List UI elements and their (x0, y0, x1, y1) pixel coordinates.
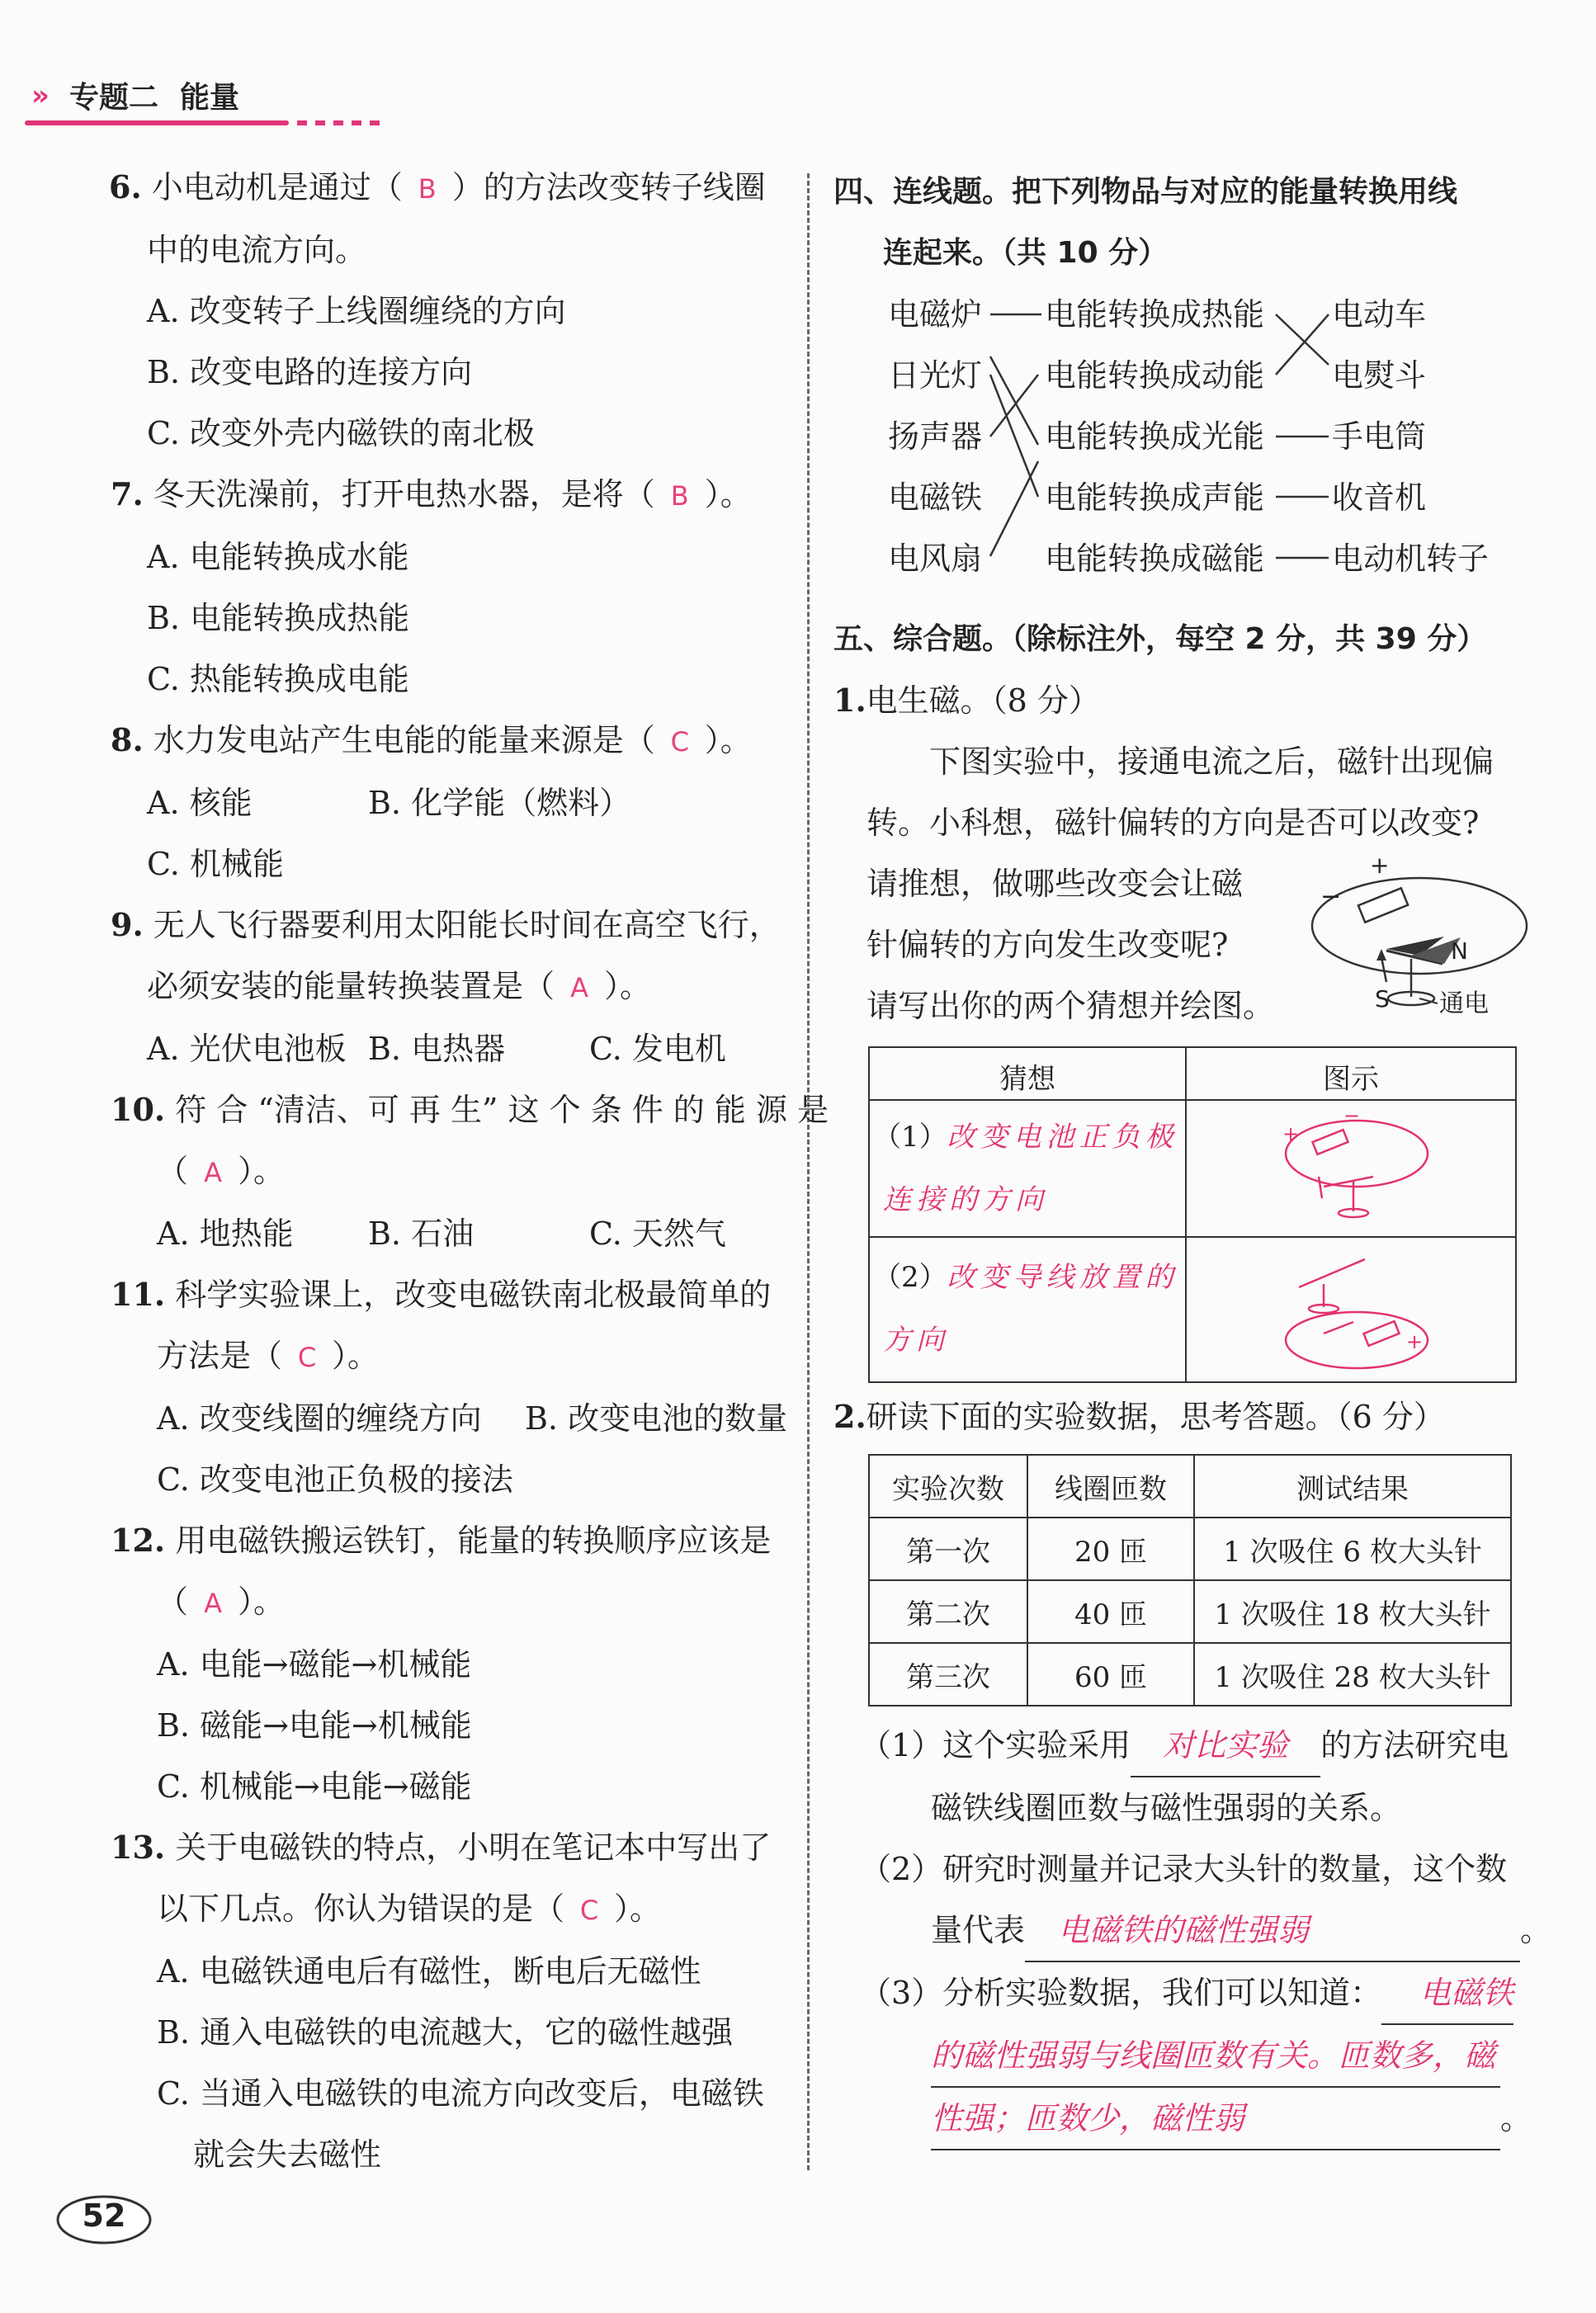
guess1-drawing (1274, 1107, 1439, 1231)
q6-option: C. 改变外壳内磁铁的南北极 (147, 415, 535, 451)
match-line (990, 461, 1038, 556)
q13-option: C. 当通入电磁铁的电流方向改变后，电磁铁 (157, 2075, 764, 2112)
section4-title: 四、连线题。把下列物品与对应的能量转换用线 连起来。（共 10 分） (833, 175, 1458, 270)
q12-answer: A (204, 1588, 222, 1619)
problem2-subquestions: （1）这个实验采用 对比实验 的方法研究电 磁铁线圈匝数与磁性强弱的关系。 （2）研究时测量并记录大头针的数量，这个数 量代表 电磁铁的磁性强弱 。 （3）分析实验数据，我们可以知道： 电磁铁 的磁性强弱与线圈匝数有关。匝数多，磁 性强；匝数少，磁性弱 。 (860, 1715, 1570, 2150)
q9-option: A. 光伏电池板 (147, 1031, 347, 1067)
q8-answer: C (670, 726, 689, 758)
q10-stem: 10. 符 合 “清洁、可 再 生” 这 个 条 件 的 能 源 是 (111, 1091, 829, 1128)
guess2: （2）改变导线放置的 方向 (873, 1261, 1178, 1357)
page-header (25, 66, 363, 132)
svg-text:−: − (1343, 1107, 1361, 1127)
q10-option: C. 天然气 (589, 1216, 726, 1252)
table-row: 第一次 20 匝 1 次吸住 6 枚大头针 (869, 1518, 1511, 1580)
match-item: 扬声器 (888, 418, 983, 455)
table-header: 线圈匝数 (1027, 1455, 1194, 1518)
match-device: 电熨斗 (1332, 357, 1427, 394)
svg-text:N: N (1451, 937, 1468, 965)
svg-text:+: + (1406, 1330, 1424, 1353)
q9-answer: A (570, 972, 588, 1003)
q12-stem: 12. 用电磁铁搬运铁钉，能量的转换顺序应该是 (111, 1522, 772, 1559)
q7-option: B. 电能转换成热能 (147, 600, 410, 636)
q6-option: B. 改变电路的连接方向 (147, 354, 473, 390)
q6-option: A. 改变转子上线圈缠绕的方向 (147, 293, 566, 329)
q11-answer: C (297, 1342, 317, 1373)
figure-header: 图示 (1323, 1063, 1379, 1096)
svg-text:+: + (1282, 1122, 1300, 1145)
sub1: （1）这个实验采用 对比实验 的方法研究电 (860, 1715, 1570, 1777)
q9-option: C. 发电机 (589, 1031, 726, 1067)
match-item: 电风扇 (888, 540, 983, 577)
q13-answer: C (579, 1895, 599, 1926)
match-energy: 电能转换成磁能 (1045, 540, 1265, 577)
problem1: 1.电生磁。（8 分） 下图实验中，接通电流之后，磁针出现偏 转。小科想，磁针偏转的方向是否可以改变? 请推想，做哪些改变会让磁 针偏转的方向发生改变呢? 请写出你的两个猜想并绘图。 (833, 682, 1494, 1024)
match-energy: 电能转换成动能 (1045, 357, 1265, 394)
q8-option: B. 化学能（燃料） (368, 785, 631, 821)
svg-text:+: + (1370, 858, 1390, 879)
sub3-answer: 性强；匝数少，磁性弱 (931, 2088, 1500, 2150)
sub3: （3）分析实验数据，我们可以知道： 电磁铁 (860, 1962, 1570, 2025)
match-item: 日光灯 (888, 357, 983, 394)
q11-option: A. 改变线圈的缠绕方向 (157, 1400, 482, 1437)
section5-title: 五、综合题。（除标注外，每空 2 分，共 39 分） (833, 622, 1487, 656)
match-energy: 电能转换成声能 (1045, 479, 1265, 516)
q7-option: C. 热能转换成电能 (147, 661, 409, 697)
guess1: （1）改变电池正负极 连接的方向 (873, 1121, 1178, 1216)
q13-option: B. 通入电磁铁的电流越大，它的磁性越强 (157, 2014, 734, 2051)
problem2-title: 2.研读下面的实验数据，思考答题。（6 分） (833, 1398, 1445, 1435)
match-device: 电动机转子 (1332, 540, 1490, 577)
chevron-icon: » (31, 79, 45, 112)
table-header: 测试结果 (1194, 1455, 1511, 1518)
q13-option-cont: 就会失去磁性 (193, 2136, 382, 2173)
guess-header: 猜想 (999, 1063, 1055, 1096)
match-device: 手电筒 (1332, 418, 1427, 455)
q11-stem: 11. 科学实验课上，改变电磁铁南北极最简单的 (111, 1276, 772, 1313)
q10-option: A. 地热能 (157, 1216, 294, 1252)
q6-stem: 6. 小电动机是通过（ B ）的方法改变转子线圈 (111, 157, 787, 219)
data-table (868, 1454, 1512, 1706)
match-item: 电磁铁 (888, 479, 983, 516)
q11-option: B. 改变电池的数量 (525, 1400, 788, 1437)
q9-option: B. 电热器 (368, 1031, 506, 1067)
compass-coil-figure (1296, 858, 1543, 1023)
q8-stem: 8. 水力发电站产生电能的能量来源是（ C ）。 (111, 710, 787, 772)
match-device: 收音机 (1332, 479, 1427, 516)
sub3-answer: 的磁性强弱与线圈匝数有关。匝数多，磁 (931, 2025, 1500, 2088)
header-dots (297, 120, 388, 125)
q10-option: B. 石油 (368, 1216, 475, 1252)
guess2-drawing (1274, 1243, 1439, 1375)
q8-option: A. 核能 (147, 785, 253, 821)
table-row: 第三次 60 匝 1 次吸住 28 枚大头针 (869, 1643, 1511, 1706)
match-line (1276, 314, 1329, 375)
q7-stem: 7. 冬天洗澡前，打开电热水器，是将（ B ）。 (111, 464, 787, 526)
q12-option: C. 机械能→电能→磁能 (157, 1768, 472, 1805)
match-energy: 电能转换成热能 (1045, 296, 1265, 333)
q6-answer: B (418, 173, 437, 205)
topic-label: 能量 (180, 81, 240, 115)
q11-option: C. 改变电池正负极的接法 (157, 1461, 513, 1498)
q7-answer: B (670, 480, 689, 512)
svg-text:S: S (1375, 985, 1390, 1013)
column-divider (807, 173, 810, 2170)
table-header: 实验次数 (869, 1455, 1027, 1518)
matching-exercise (888, 284, 1532, 597)
table-row: 第二次 40 匝 1 次吸住 18 枚大头针 (869, 1580, 1511, 1643)
page-number: 52 (54, 2191, 153, 2249)
svg-text:通电: 通电 (1439, 989, 1489, 1018)
q8-option: C. 机械能 (147, 846, 284, 882)
match-item: 电磁炉 (888, 296, 983, 333)
q12-option: B. 磁能→电能→机械能 (157, 1707, 472, 1744)
match-energy: 电能转换成光能 (1045, 418, 1265, 455)
sub3-answer: 电磁铁 (1381, 1962, 1513, 2025)
match-device: 电动车 (1332, 296, 1427, 333)
match-line (990, 375, 1038, 497)
q12-option: A. 电能→磁能→机械能 (157, 1646, 472, 1683)
svg-text:−: − (1320, 882, 1342, 911)
chapter-label: 专题二 (69, 81, 159, 115)
sub1-answer: 对比实验 (1131, 1715, 1320, 1777)
q10-answer: A (204, 1157, 222, 1188)
q13-stem: 13. 关于电磁铁的特点，小明在笔记本中写出了 (111, 1829, 772, 1866)
guess-table (868, 1046, 1517, 1383)
match-line (990, 375, 1038, 437)
header-bar (25, 120, 289, 125)
q13-option: A. 电磁铁通电后有磁性，断电后无磁性 (157, 1953, 701, 1990)
sub2: （2）研究时测量并记录大头针的数量，这个数 (860, 1851, 1508, 1887)
q7-option: A. 电能转换成水能 (147, 539, 409, 575)
left-column: 6. 小电动机是通过（ B ）的方法改变转子线圈 中的电流方向。 A. 改变转子上线圈缠绕的方向 B. 改变电路的连接方向 C. 改变外壳内磁铁的南北极 7. 冬天洗澡前，打开电热水器，是将（ B ）。 A. 电能转换成水能 B. 电能转换成热能 C. 热能转换成电能 8. 水力发电站产生电能的能量来源是（ C ）。 A. 核能 B. 化学能（燃料） C. 机械能 9. 无人飞行器要利用太阳能长时间在高空飞行， 必须安装的能量转换装置是（ A ）。 A. 光伏电池板 B. 电热器 C. 发电机 10. 符 合 “清洁、可 再 生” 这 个 条 件 的 能 源 是 （ A ）。 A. 地热能 B. 石油 C. 天然气 11. 科学实验课上，改变电磁铁南北极最简单的 方法是（ C ）。 A. 改变线圈的缠绕方向 B. 改变电池的数量 C. 改变电池正负极的接法 12. 用电磁铁搬运铁钉，能量的转换顺序应该是 （ A ）。 A. 电能→磁能→机械能 B. 磁能→电能→机械能 C. 机械能→电能→磁能 13. 关于电磁铁的特点，小明在笔记本中写出了 以下几点。你认为错误的是（ C ）。 A. 电磁铁通电后有磁性，断电后无磁性 B. 通入电磁铁的电流越大，它的磁性越强 C. 当通入电磁铁的电流方向改变后，电磁铁 就会失去磁性 (111, 157, 787, 2185)
match-line (990, 356, 1038, 445)
match-lines (888, 284, 1532, 597)
sub2-answer: 电磁铁的磁性强弱 (1025, 1900, 1520, 1962)
q9-stem: 9. 无人飞行器要利用太阳能长时间在高空飞行， (111, 906, 781, 943)
